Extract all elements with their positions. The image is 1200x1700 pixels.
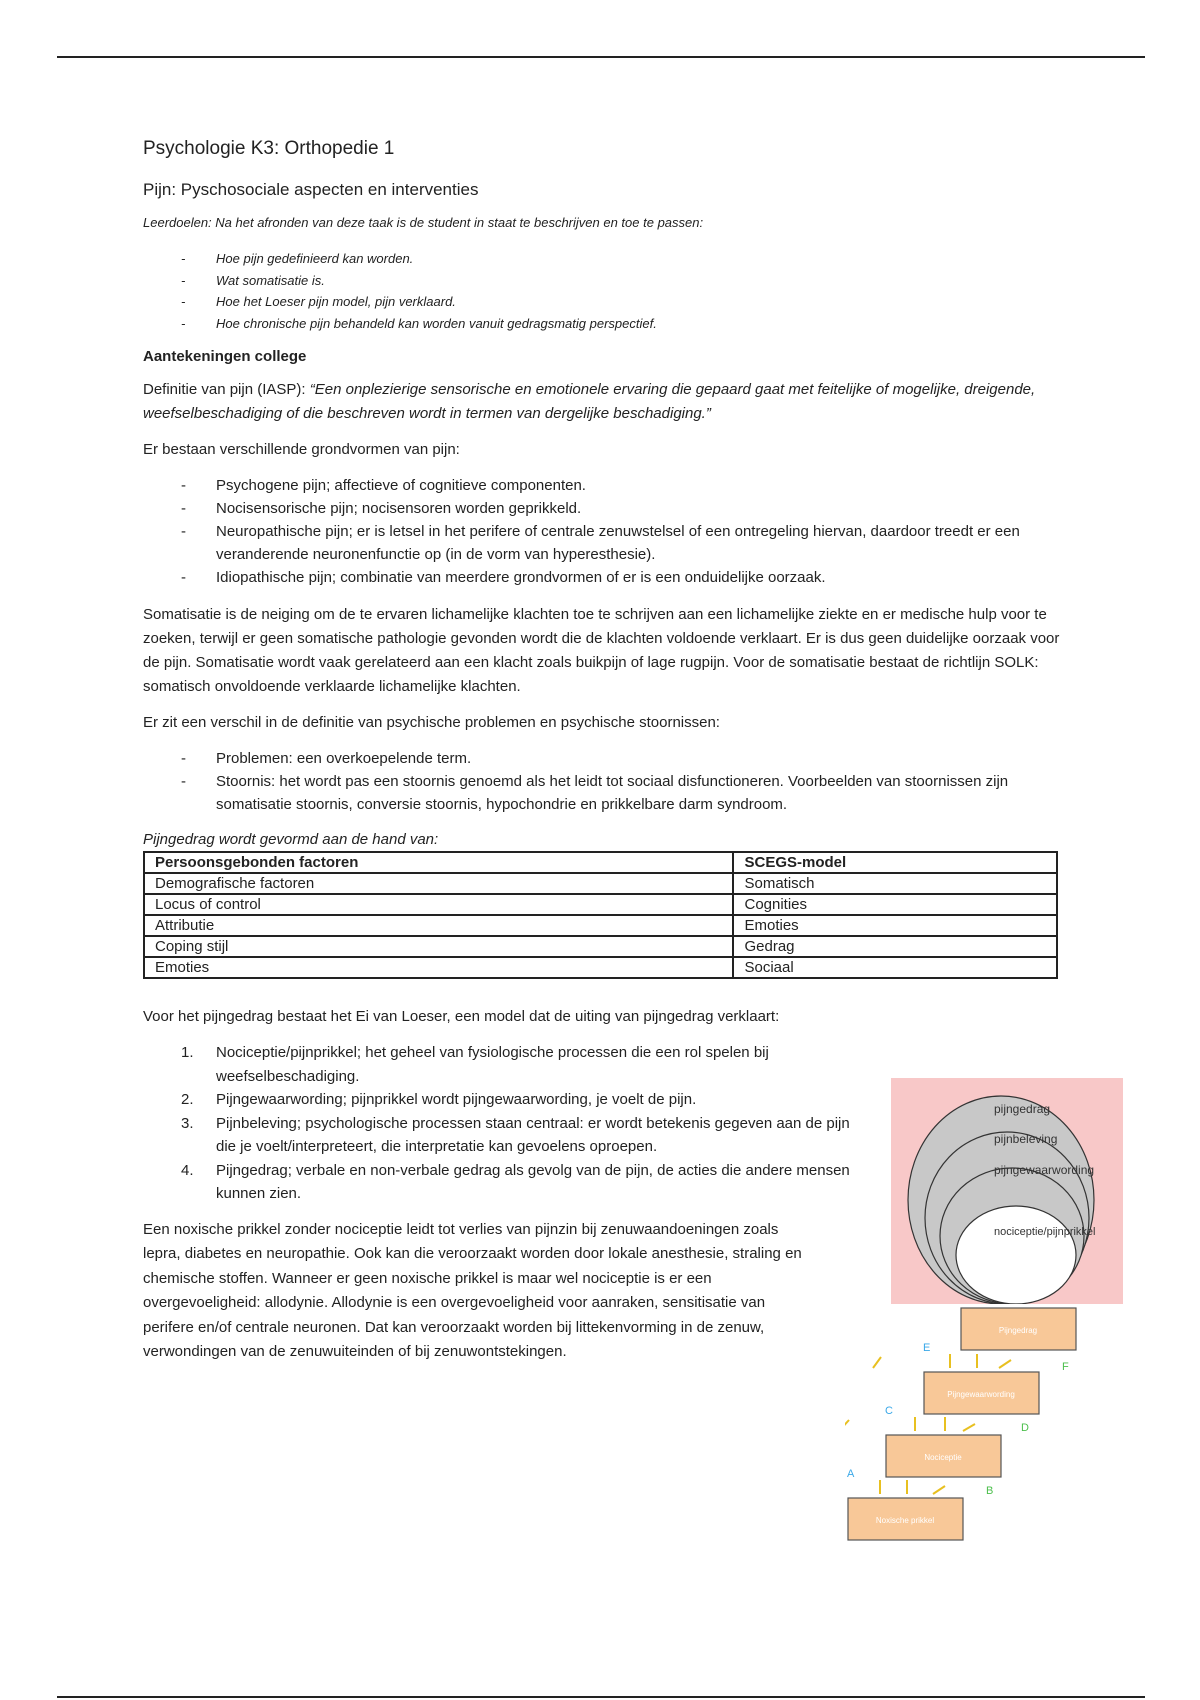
list-item: - Neuropathische pijn; er is letsel in het perifere of centrale zenuwstelsel of een ontregeling hiervan, daardoor treedt er een veranderende neuronenfunctie op (in de vorm van hyperesthesie).: [143, 520, 1063, 566]
list-text: Nociceptie/pijnprikkel; het geheel van fysiologische processen die een rol spelen bij weefselbeschadiging.: [216, 1044, 769, 1085]
table-cell: Attributie: [144, 915, 733, 936]
egg-layer-nociceptie: [956, 1206, 1076, 1304]
egg-label: pijngewaarwording: [994, 1163, 1095, 1177]
list-item: - Wat somatisatie is.: [143, 270, 1063, 292]
list-item: [143, 1041, 863, 1088]
table-cell: Somatisch: [733, 873, 1057, 894]
list-number: 3.: [181, 1114, 194, 1132]
table-row: [144, 873, 1057, 894]
list-text: Pijngedrag; verbale en non-verbale gedrag als gevolg van de pijn, de acties die andere mensen kunnen zien.: [216, 1161, 850, 1202]
table-cell: Sociaal: [733, 957, 1057, 978]
top-rule: [57, 56, 1145, 58]
table-row: [144, 915, 1057, 936]
flow-box-label: Noxische prikkel: [875, 1516, 935, 1525]
definition-lead: Definitie van pijn (IASP):: [143, 381, 310, 398]
flow-letter: A: [847, 1468, 855, 1480]
table-row: [144, 957, 1057, 978]
list-number: 1.: [181, 1044, 194, 1061]
list-item: - Psychogene pijn; affectieve of cognitieve componenten.: [143, 474, 1063, 497]
flow-letter: F: [1062, 1361, 1069, 1373]
table-cell: Gedrag: [733, 936, 1057, 957]
list-item: [143, 1088, 863, 1112]
loeser-list: [143, 1041, 863, 1206]
pain-forms-list: [143, 474, 1063, 589]
flow-letter: D: [1021, 1422, 1029, 1434]
list-text: Pijngewaarwording; pijnprikkel wordt pijngewaarwording, je voelt de pijn.: [216, 1091, 697, 1108]
page-title: Psychologie K3: Orthopedie 1: [143, 138, 395, 159]
list-number: 4.: [181, 1161, 194, 1179]
flow-box-label: Pijngedrag: [998, 1326, 1038, 1335]
table-caption: Pijngedrag wordt gevormd aan de hand van:: [143, 831, 439, 848]
egg-label: nociceptie/pijnprikkel: [994, 1226, 1096, 1238]
page-subtitle: Pijn: Pyschosociale aspecten en interventies: [143, 180, 479, 199]
table-cell: Demografische factoren: [144, 873, 733, 894]
list-item: - Hoe het Loeser pijn model, pijn verklaard.: [143, 291, 1063, 313]
learning-goals-intro: Leerdoelen: Na het afronden van deze taak is de student in staat te beschrijven en toe te passen:: [143, 215, 704, 230]
flow-box-label: Nociceptie: [924, 1453, 962, 1462]
table-cell: Emoties: [144, 957, 733, 978]
table-header-row: [144, 852, 1057, 873]
flow-box-label: Pijngewaarwording: [947, 1390, 1015, 1399]
list-item: - Stoornis: het wordt pas een stoornis genoemd als het leidt tot sociaal disfunctioneren. Voorbeelden van stoornissen zijn somatisatie stoornis, conversie stoornis, hypochondrie en prikkelbare darm syndroom.: [143, 770, 1063, 816]
pain-definition: [143, 378, 1063, 426]
list-item: - Hoe pijn gedefinieerd kan worden.: [143, 248, 1063, 270]
list-item: - Nocisensorische pijn; nocisensoren worden geprikkeld.: [143, 497, 1063, 520]
learning-goals-list: [143, 248, 1063, 334]
flow-letter: E: [923, 1342, 931, 1354]
factors-table: [143, 851, 1058, 979]
table-header: Persoonsgebonden factoren: [144, 852, 733, 873]
list-item: [143, 1112, 863, 1159]
bottom-rule: [57, 1696, 1145, 1698]
list-text: Pijnbeleving; psychologische processen staan centraal: er wordt betekenis gegeven aan de pijn die je voelt/interpreteert, die interpretatie kan gevoelens oproepen.: [216, 1114, 850, 1155]
list-number: 2.: [181, 1091, 194, 1108]
list-item: - Problemen: een overkoepelende term.: [143, 747, 1063, 770]
difference-intro: Er zit een verschil in de definitie van psychische problemen en psychische stoornissen:: [143, 714, 720, 731]
notes-heading: Aantekeningen college: [143, 348, 307, 365]
table-row: [144, 936, 1057, 957]
flow-letter: B: [986, 1485, 994, 1497]
egg-label: pijnbeleving: [994, 1132, 1058, 1146]
nociception-flow-diagram: [845, 1300, 1085, 1545]
forms-intro: Er bestaan verschillende grondvormen van pijn:: [143, 441, 460, 458]
list-item: - Idiopathische pijn; combinatie van meerdere grondvormen of er is een onduidelijke oorzaak.: [143, 566, 1063, 589]
loeser-egg-diagram: [891, 1078, 1123, 1304]
egg-label: pijngedrag: [994, 1102, 1051, 1116]
table-row: [144, 894, 1057, 915]
somatisation-paragraph: Somatisatie is de neiging om de te ervaren lichamelijke klachten toe te schrijven aan een lichamelijke ziekte en er medische hulp voor te zoeken, terwijl er geen somatische pathologie gevonden wordt die de klachten voldoende verklaart. Er is dus geen duidelijke oorzaak voor de pijn. Somatisatie wordt vaak gerelateerd aan een klacht zoals buikpijn of lage rugpijn. Voor de somatisatie bestaat de richtlijn SOLK: somatisch onvoldoende verklaarde lichamelijke klachten.: [143, 606, 1060, 695]
list-item: - Hoe chronische pijn behandeld kan worden vanuit gedragsmatig perspectief.: [143, 313, 1063, 335]
flow-letter: C: [885, 1405, 893, 1417]
table-cell: Locus of control: [144, 894, 733, 915]
table-cell: Coping stijl: [144, 936, 733, 957]
definition-quote: “Een onplezierige sensorische en emotionele ervaring die gepaard gaat met feitelijke of mogelijke, dreigende, weefselbeschadiging of die beschreven wordt in termen van dergelijke beschadiging.”: [143, 381, 1036, 422]
noxious-paragraph: Een noxische prikkel zonder nociceptie leidt tot verlies van pijnzin bij zenuwaandoeningen zoals lepra, diabetes en neuropathie. Ook kan die veroorzaakt worden door lokale anesthesie, straling en chemische stoffen. Wanneer er geen noxische prikkel is maar wel nociceptie is er een overgevoeligheid: allodynie. Allodynie is een overgevoeligheid voor aanraken, sensitisatie van perifere en/of centrale neuronen. Dat kan veroorzaakt worden bij littekenvorming in de zenuw, verwondingen van de zenuwuiteinden of bij zenuwontstekingen.: [143, 1220, 802, 1360]
loeser-intro: Voor het pijngedrag bestaat het Ei van Loeser, een model dat de uiting van pijngedrag verklaart:: [143, 1008, 780, 1025]
table-cell: Emoties: [733, 915, 1057, 936]
list-item: [143, 1159, 863, 1206]
table-cell: Cognities: [733, 894, 1057, 915]
difference-list: [143, 747, 1063, 816]
table-header: SCEGS-model: [733, 852, 1057, 873]
